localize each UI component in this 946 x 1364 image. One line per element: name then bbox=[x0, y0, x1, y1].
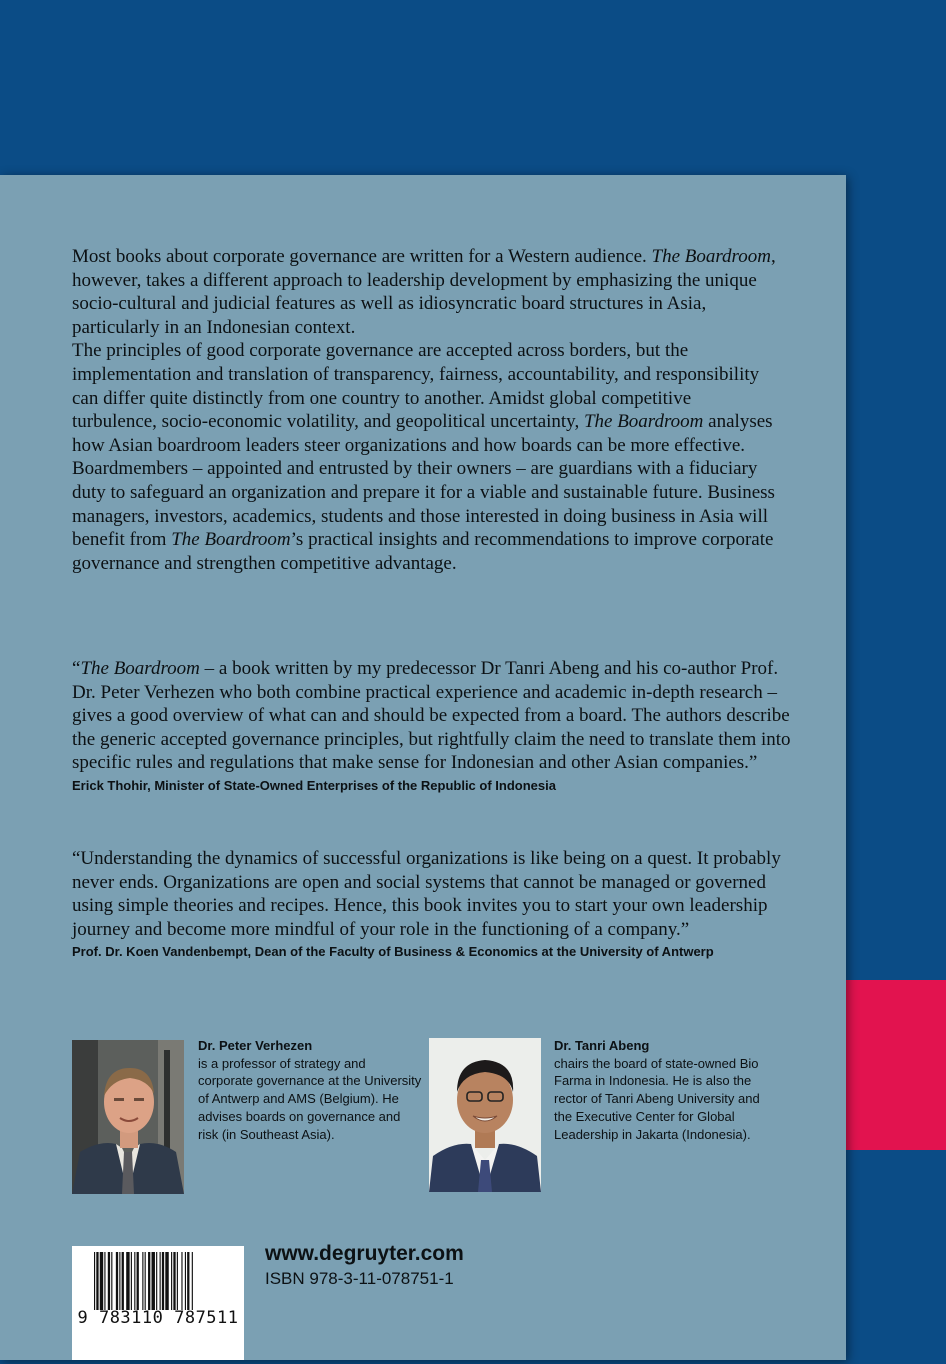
isbn-number: ISBN 978-3-11-078751-1 bbox=[265, 1269, 454, 1288]
barcode-bar bbox=[181, 1252, 182, 1310]
endorsement-quote bbox=[72, 657, 792, 795]
barcode-bars bbox=[72, 1246, 244, 1360]
author-description: is a professor of strategy and corporate governance at the University of Antwerp and AMS (Belgium). He advises boards on governance and risk (in Southeast Asia). bbox=[198, 1055, 422, 1142]
endorsement-quote bbox=[72, 847, 792, 961]
author-name: Dr. Peter Verhezen bbox=[198, 1038, 313, 1053]
barcode-bar bbox=[142, 1252, 143, 1310]
barcode-bar bbox=[137, 1252, 139, 1310]
isbn-barcode bbox=[72, 1246, 244, 1360]
barcode-bar bbox=[111, 1252, 112, 1310]
barcode-bar bbox=[126, 1252, 129, 1310]
author-bio-verhezen bbox=[198, 1037, 423, 1143]
quote-text: “The Boardroom – a book written by my predecessor Dr Tanri Abeng and his co-author Prof. Dr. Peter Verhezen who both combine practical experience and academic in-depth research – gives a good overview of what can and should be expected from a board. The authors describe the generic accepted governance principles, but rightfully claim the need to translate them into specific rules and regulations that make sense for Indonesian and other Asian companies.” bbox=[72, 658, 791, 774]
blurb-paragraph: Boardmembers – appointed and entrusted by their owners – are guardians with a fiduciary duty to safeguard an organization and prepare it for a viable and sustainable future. Business managers, investors, academics, students and those interested in doing business in Asia will benefit from The Boardroom’s practical insights and recommendations to improve corporate governance and strengthen competitive advantage. bbox=[72, 458, 775, 574]
barcode-bar bbox=[116, 1252, 118, 1310]
barcode-bar bbox=[192, 1252, 193, 1310]
barcode-bar bbox=[131, 1252, 132, 1310]
author-description: chairs the board of state-owned Bio Farma in Indonesia. He is also the rector of Tanri Abeng University and the Executive Center for Global Leadership in Jakarta (Indonesia). bbox=[554, 1055, 760, 1142]
barcode-bar bbox=[145, 1252, 146, 1310]
accent-red-block bbox=[846, 980, 946, 1150]
barcode-bar bbox=[104, 1252, 105, 1310]
barcode-bar bbox=[134, 1252, 135, 1310]
author-photo-abeng bbox=[429, 1038, 541, 1192]
barcode-bar bbox=[94, 1252, 95, 1310]
barcode-bar bbox=[100, 1252, 103, 1310]
barcode-digits: 9 783110 787511 bbox=[77, 1308, 239, 1328]
book-blurb bbox=[72, 245, 777, 575]
publisher-website[interactable]: www.degruyter.com bbox=[265, 1242, 464, 1265]
blurb-paragraph: The principles of good corporate governance are accepted across borders, but the implementation and translation of transparency, fairness, accountability, and responsibility can differ quite distinctly from one country to another. Amidst global competitive turbulence, socio-economic volatility, and geopolitical uncertainty, The Boardroom analyses how Asian boardroom leaders steer organizations and how boards can be more effective. bbox=[72, 340, 773, 456]
author-name: Dr. Tanri Abeng bbox=[554, 1038, 650, 1053]
barcode-bar bbox=[160, 1252, 161, 1310]
barcode-bar bbox=[156, 1252, 157, 1310]
author-bio-abeng bbox=[554, 1037, 779, 1143]
barcode-bar bbox=[162, 1252, 164, 1310]
barcode-bar bbox=[165, 1252, 168, 1310]
barcode-bar bbox=[108, 1252, 110, 1310]
quote-attribution: Erick Thohir, Minister of State-Owned Enterprises of the Republic of Indonesia bbox=[72, 777, 556, 793]
barcode-bar bbox=[173, 1252, 175, 1310]
back-cover-panel bbox=[0, 175, 846, 1360]
accent-blue-block bbox=[846, 1150, 946, 1360]
author-photo-verhezen bbox=[72, 1040, 184, 1194]
barcode-bar bbox=[152, 1252, 155, 1310]
barcode-bar bbox=[148, 1252, 150, 1310]
barcode-bar bbox=[171, 1252, 172, 1310]
barcode-bar bbox=[96, 1252, 98, 1310]
quote-attribution: Prof. Dr. Koen Vandenbempt, Dean of the Faculty of Business & Economics at the University of Antwerp bbox=[72, 944, 714, 960]
barcode-bar bbox=[185, 1252, 186, 1310]
quote-text: “Understanding the dynamics of successful organizations is like being on a quest. It probably never ends. Organizations are open and social systems that cannot be managed or governed using simple theories and recipes. Hence, this book invites you to start your own leadership journey and become more mindful of your role in the functioning of a company.” bbox=[72, 848, 781, 940]
barcode-bar bbox=[122, 1252, 124, 1310]
barcode-bar bbox=[177, 1252, 178, 1310]
barcode-bar bbox=[187, 1252, 189, 1310]
barcode-bar bbox=[119, 1252, 120, 1310]
blurb-paragraph: Most books about corporate governance are written for a Western audience. The Boardroom, however, takes a different approach to leadership development by emphasizing the unique socio-cultural and judicial features as well as idiosyncratic board structures in Asia, particularly in an Indonesian context. bbox=[72, 246, 776, 338]
